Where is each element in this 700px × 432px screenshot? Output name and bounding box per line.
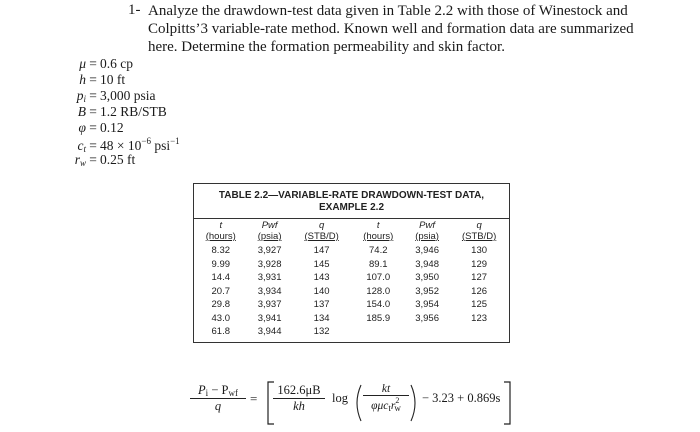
given-symbol: $p_i$ xyxy=(76,88,86,104)
table-cell: 9.99 xyxy=(211,258,231,270)
table-cell: 61.8 xyxy=(211,326,231,337)
table-cell xyxy=(405,325,449,342)
table-cell: 74.2 xyxy=(369,245,388,256)
log-label: log xyxy=(332,391,348,405)
table-row xyxy=(194,271,509,285)
table-row xyxy=(194,285,509,299)
left-paren xyxy=(357,385,361,421)
column-header: t (hours) xyxy=(363,220,394,242)
inner-fraction: kt $\varphi\mu c_tr^2_w$ xyxy=(363,383,409,413)
given-viscosity: μ = 0.6 cp xyxy=(60,56,133,72)
drawdown-data-table xyxy=(193,183,510,343)
table-cell: 20.7 xyxy=(211,285,231,297)
table-cell: 3,948 xyxy=(415,258,439,270)
given-value: 10 ft xyxy=(100,72,126,87)
problem-line: Analyze the drawdown-test data given in Table 2.2 with those of Winestock and xyxy=(148,3,628,19)
table-cell: 140 xyxy=(313,285,330,297)
column-header: Pwf (psia) xyxy=(415,220,439,242)
table-cell: 129 xyxy=(471,258,488,270)
given-fvf: B = 1.2 RB/STB xyxy=(60,104,167,120)
coefficient-fraction: 162.6μB kh xyxy=(273,383,325,414)
table-cell: 134 xyxy=(313,312,330,324)
given-thickness: h = 10 ft xyxy=(60,72,125,88)
given-wellbore-radius: $r_w = 0.25$ ft xyxy=(60,152,135,168)
given-symbol: $c_t$ xyxy=(77,138,86,154)
problem-number: 1- xyxy=(128,2,141,18)
table-cell: 89.1 xyxy=(369,258,388,270)
table-cell: 185.9 xyxy=(366,312,391,324)
equation-tail: − 3.23 + 0.869s xyxy=(422,391,501,405)
given-compressibility: $c_t = 48 \times 10^{-6}$ psi$^{-1}$ xyxy=(60,136,180,154)
given-value: $48 \times 10^{-6}$ psi$^{-1}$ xyxy=(100,136,180,153)
right-square-bracket xyxy=(504,382,510,424)
table-cell: 123 xyxy=(471,312,488,324)
column-header: Pwf (psia) xyxy=(257,220,282,242)
table-cell: 127 xyxy=(471,272,488,283)
variable-rate-equation xyxy=(190,378,660,428)
table-cell: 14.4 xyxy=(211,272,231,283)
table-cell: 43.0 xyxy=(211,312,231,324)
table-row xyxy=(194,242,509,258)
table-row xyxy=(194,298,509,312)
table-cell: 3,931 xyxy=(257,272,282,283)
table-row xyxy=(194,258,509,272)
table-cell: 3,944 xyxy=(257,326,282,337)
table-cell: 130 xyxy=(471,245,488,256)
table-cell: 126 xyxy=(471,285,488,297)
table-cell: 3,956 xyxy=(415,312,439,324)
problem-text xyxy=(148,2,688,56)
table-cell: 154.0 xyxy=(366,299,391,310)
equals-sign: = xyxy=(250,391,258,406)
table-cell: 107.0 xyxy=(366,272,391,283)
table-body xyxy=(194,242,509,342)
table-row xyxy=(194,312,509,326)
table-cell xyxy=(449,325,509,342)
table-cell: 3,946 xyxy=(415,245,439,256)
column-header: t (hours) xyxy=(205,220,236,242)
given-symbol: h xyxy=(79,72,86,87)
given-symbol: $r_w$ xyxy=(74,152,86,168)
lhs-fraction: $P_i - P_{wf}$ q xyxy=(190,383,246,414)
table-cell: 3,954 xyxy=(415,299,439,310)
table-cell: 3,941 xyxy=(257,312,282,324)
given-symbol: φ xyxy=(78,120,86,135)
given-value: 0.6 cp xyxy=(100,56,133,71)
table-cell: 29.8 xyxy=(211,299,231,310)
table-header-row xyxy=(194,219,509,242)
table-cell: 3,950 xyxy=(415,272,439,283)
table-row xyxy=(194,325,509,342)
right-paren xyxy=(411,385,415,421)
table-cell: 125 xyxy=(471,299,488,310)
table-cell: 145 xyxy=(313,258,330,270)
table-cell: 8.32 xyxy=(211,245,231,256)
given-initial-pressure: $p_i = 3,000$ psia xyxy=(60,88,156,104)
given-value: 0.12 xyxy=(100,120,124,135)
table-cell: 3,928 xyxy=(257,258,282,270)
column-header: q (STB/D) xyxy=(304,220,339,242)
problem-line: Colpitts’3 variable-rate method. Known well and formation data are summarized xyxy=(148,21,634,37)
table-cell: 3,952 xyxy=(415,285,439,297)
table-cell: 147 xyxy=(313,245,330,256)
table-cell: 137 xyxy=(313,299,330,310)
given-symbol: μ xyxy=(79,56,86,71)
problem-line: here. Determine the formation permeability and skin factor. xyxy=(148,39,505,55)
given-value: 0.25 ft xyxy=(100,152,136,167)
given-value: 3,000 psia xyxy=(100,88,156,103)
table-cell: 128.0 xyxy=(366,285,391,297)
table-cell: 3,934 xyxy=(257,285,282,297)
table-cell: 3,927 xyxy=(257,245,282,256)
given-symbol: B xyxy=(77,104,86,119)
given-porosity: φ = 0.12 xyxy=(60,120,124,136)
table-cell: 143 xyxy=(313,272,330,283)
table-cell: 3,937 xyxy=(257,299,282,310)
table-title: TABLE 2.2—VARIABLE-RATE DRAWDOWN-TEST DATA, EXAMPLE 2.2 xyxy=(194,184,509,219)
given-value: 1.2 RB/STB xyxy=(100,104,167,119)
table-cell: 132 xyxy=(313,326,330,337)
table-cell xyxy=(351,325,405,342)
column-header: q (STB/D) xyxy=(461,220,497,242)
